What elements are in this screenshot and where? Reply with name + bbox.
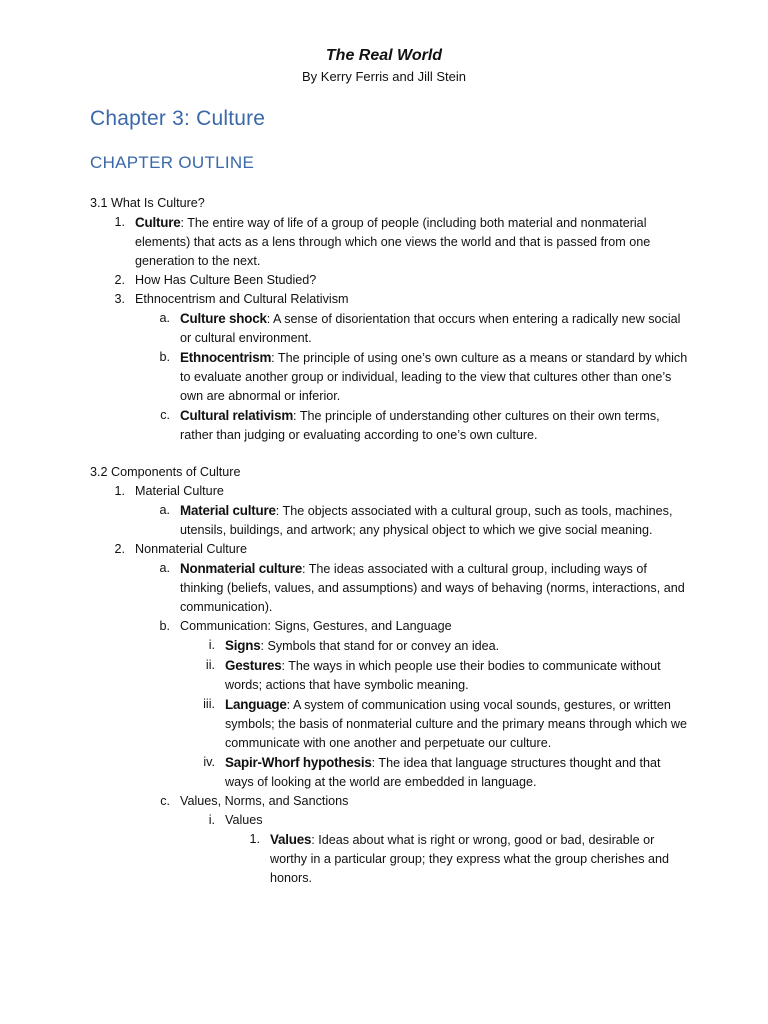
outline-section — [90, 463, 690, 888]
outline-item — [90, 559, 690, 617]
outline-item — [90, 617, 690, 636]
item-text: Communication: Signs, Gestures, and Language — [180, 619, 452, 633]
key-term: Cultural relativism — [180, 408, 294, 423]
item-marker: 1. — [114, 484, 125, 498]
outline-item — [90, 656, 690, 695]
key-term: Nonmaterial culture — [180, 561, 302, 576]
outline-item — [90, 636, 690, 656]
item-marker: i. — [208, 813, 215, 827]
key-term: Values — [270, 832, 312, 847]
outline-content — [90, 194, 690, 888]
item-marker: ii. — [205, 658, 215, 672]
key-term: Language — [225, 697, 287, 712]
key-term: Gestures — [225, 658, 282, 673]
outline-item — [90, 753, 690, 792]
item-text: : The entire way of life of a group of people (including both material and nonmaterial elements) that acts as a lens through which one views the world and that is passed from one generation to the next. — [135, 216, 651, 268]
outline-heading: CHAPTER OUTLINE — [90, 153, 255, 172]
outline-item — [90, 792, 690, 811]
outline-item — [90, 309, 690, 348]
outline-item — [90, 406, 690, 445]
item-marker: 1. — [114, 215, 125, 229]
item-marker: 2. — [114, 273, 125, 287]
outline-item — [90, 811, 690, 830]
item-text: Material Culture — [135, 484, 224, 498]
book-authors: By Kerry Ferris and Jill Stein — [302, 69, 466, 84]
item-text: : The objects associated with a cultural group, such as tools, machines, utensils, buildings, and artwork; any physical object to which we give social meaning. — [180, 504, 673, 537]
item-marker: a. — [159, 561, 170, 575]
outline-item — [90, 830, 690, 888]
key-term: Culture — [135, 215, 181, 230]
item-marker: a. — [159, 503, 170, 517]
item-marker: iv. — [203, 755, 215, 769]
outline-item — [90, 271, 690, 290]
book-title: The Real World — [325, 47, 443, 64]
section-heading: 3.1 What Is Culture? — [90, 196, 205, 210]
item-text: Values — [225, 813, 263, 827]
item-marker: 2. — [114, 542, 125, 556]
item-text: : A system of communication using vocal sounds, gestures, or written symbols; the basis of nonmaterial culture and the primary means through which we communicate with one another and perpetuate our culture. — [225, 698, 687, 750]
item-text: Ethnocentrism and Cultural Relativism — [135, 292, 349, 306]
item-marker: iii. — [203, 697, 215, 711]
item-text: Nonmaterial Culture — [135, 542, 247, 556]
item-text: : A sense of disorientation that occurs when entering a radically new social or cultural environment. — [180, 312, 681, 345]
item-marker: i. — [208, 638, 215, 652]
item-text: : Ideas about what is right or wrong, good or bad, desirable or worthy in a particular group; they express what the group cherishes and honors. — [270, 833, 670, 885]
outline-item — [90, 540, 690, 559]
chapter-title: Chapter 3: Culture — [90, 107, 266, 130]
item-text: : The principle of using one’s own culture as a means or standard by which to evaluate another group or individual, leading to the view that cultures other than one’s own are abnormal or inferior. — [180, 351, 688, 403]
item-text: How Has Culture Been Studied? — [135, 273, 317, 287]
outline-item — [90, 290, 690, 309]
item-text: : The principle of understanding other cultures on their own terms, rather than judging or evaluating according to one’s own culture. — [180, 409, 660, 442]
item-text: : The ideas associated with a cultural group, including ways of thinking (beliefs, values, and assumptions) and ways of behaving (norms, interactions, and communication). — [180, 562, 685, 614]
outline-item — [90, 213, 690, 271]
outline-item — [90, 695, 690, 753]
key-term: Sapir-Whorf hypothesis — [225, 755, 372, 770]
item-text: : The ways in which people use their bodies to communicate without words; actions that have symbolic meaning. — [225, 659, 661, 692]
outline-item — [90, 501, 690, 540]
item-text: : The idea that language structures thought and that ways of looking at the world are embedded in language. — [225, 756, 661, 789]
item-marker: c. — [160, 794, 170, 808]
item-marker: b. — [159, 619, 170, 633]
key-term: Signs — [225, 638, 261, 653]
section-heading: 3.2 Components of Culture — [90, 465, 241, 479]
item-marker: b. — [159, 350, 170, 364]
item-text: Values, Norms, and Sanctions — [180, 794, 349, 808]
outline-section — [90, 194, 690, 445]
key-term: Ethnocentrism — [180, 350, 272, 365]
item-marker: a. — [159, 311, 170, 325]
outline-item — [90, 482, 690, 501]
item-marker: 3. — [114, 292, 125, 306]
item-marker: c. — [160, 408, 170, 422]
item-marker: 1. — [249, 832, 260, 846]
key-term: Culture shock — [180, 311, 267, 326]
key-term: Material culture — [180, 503, 276, 518]
outline-item — [90, 348, 690, 406]
item-text: : Symbols that stand for or convey an idea. — [260, 639, 500, 653]
